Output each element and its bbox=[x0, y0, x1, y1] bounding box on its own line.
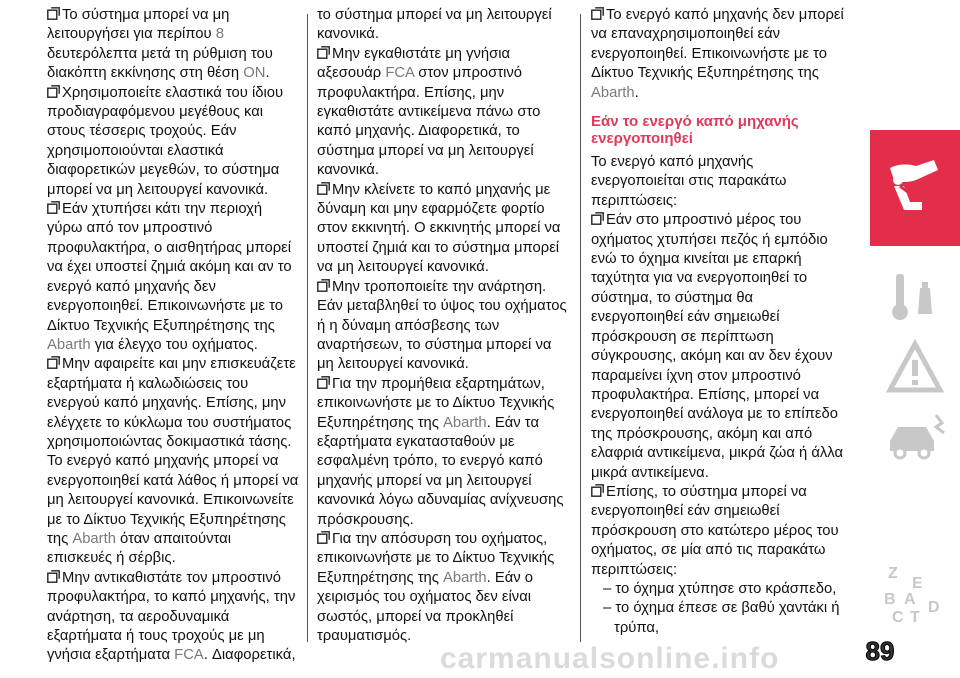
index-letter: Z bbox=[888, 565, 898, 582]
paragraph bbox=[317, 6, 572, 45]
note-icon bbox=[317, 46, 330, 59]
index-letters-icon bbox=[882, 560, 948, 628]
note-icon bbox=[317, 182, 330, 195]
paragraph-text: δευτερόλεπτα μετά τη ρύθμιση του διακόπτη εκκίνησης στη θέση bbox=[47, 45, 273, 82]
paragraph-text: . Εάν ο χειρισμός του οχήματος δεν είναι σωστός, μπορεί να προκληθεί τραυματισμός. bbox=[317, 569, 534, 644]
note-icon bbox=[317, 376, 330, 389]
column-divider-2 bbox=[580, 14, 581, 642]
note-paragraph bbox=[47, 569, 300, 666]
paragraph-text: το σύστημα μπορεί να μη λειτουργεί κανονικά. bbox=[317, 7, 552, 43]
highlight-term: Abarth bbox=[72, 530, 116, 547]
paragraph-text: . bbox=[634, 84, 639, 101]
chapter-sidebar bbox=[870, 0, 960, 678]
note-icon bbox=[47, 201, 60, 214]
note-paragraph bbox=[317, 530, 572, 646]
watermark: carmanualsonline.info bbox=[440, 642, 780, 675]
text-column-1 bbox=[47, 6, 300, 666]
paragraph-text: Το σύστημα μπορεί να μη λειτουργήσει για περίπου bbox=[47, 7, 230, 43]
paragraph-text: για έλεγχο του οχήματος. bbox=[90, 336, 258, 353]
column-divider-1 bbox=[307, 14, 308, 642]
seatbelt-airbag-icon bbox=[882, 158, 948, 218]
dash-list-item bbox=[591, 599, 847, 618]
note-paragraph bbox=[47, 200, 300, 355]
paragraph-text: . Διαφορετικά, bbox=[203, 647, 296, 664]
paragraph-text: Εάν χτυπήσει κάτι την περιοχή γύρω από τον μπροστινό προφυλακτήρα, ο αισθητήρας μπορεί να έχει υποστεί ζημιά ακόμη και αν το ενεργό καπό μηχανής δεν ενεργοποιηθεί. Επικοινωνήστε με το Δίκτυο Τεχνικής Εξυπηρέτησης της bbox=[47, 201, 292, 334]
index-letter: D bbox=[928, 599, 940, 616]
wrench-oil-icon bbox=[882, 268, 948, 328]
paragraph-text: Μην κλείνετε το καπό μηχανής με δύναμη και μην εφαρμόζετε φορτίο στον εκκινητή. Ο εκκινητής μπορεί να υποστεί ζημιά και το σύστημα μπορεί να μη λειτουργεί κανονικά. bbox=[317, 181, 561, 276]
index-letter: A bbox=[904, 591, 916, 608]
paragraph-text: – το όχημα έπεσε σε βαθύ χαντάκι ή bbox=[603, 600, 840, 617]
note-paragraph bbox=[47, 6, 300, 84]
paragraph-text: – το όχημα χτύπησε στο κράσπεδο, bbox=[603, 580, 837, 597]
paragraph-text: . bbox=[265, 65, 270, 82]
note-paragraph bbox=[317, 278, 572, 375]
paragraph-text: Το ενεργό καπό μηχανής ενεργοποιείται στις παρακάτω περιπτώσεις: bbox=[591, 154, 787, 209]
note-icon bbox=[591, 212, 604, 225]
paragraph-text: Μην αφαιρείτε και μην επισκευάζετε εξαρτήματα ή καλωδιώσεις του ενεργού καπό μηχανής. Επίσης, μην ελέγχετε το κύκλωμα του συστήματος χρησιμοποιώντας δοκιμαστικά τάσης. Το ενεργό καπό μηχανής μπορεί να ενεργοποιηθεί κατά λάθος ή μπορεί να μη λειτουργεί κανονικά. Επικοινωνείτε με το Δίκτυο Τεχνικής Εξυπηρέτησης της bbox=[47, 356, 299, 547]
paragraph-text: Το ενεργό καπό μηχανής δεν μπορεί να επαναχρησιμοποιηθεί εάν ενεργοποιηθεί. Επικοινωνήστε με το Δίκτυο Τεχνικής Εξυπηρέτησης της bbox=[591, 7, 844, 82]
paragraph-text: Μην εγκαθιστάτε μη γνήσια αξεσουάρ bbox=[317, 45, 511, 82]
paragraph-text: Μην αντικαθιστάτε τον μπροστινό προφυλακτήρα, το καπό μηχανής, την ανάρτηση, τα αεροδυναμικά εξαρτήματα ή τους τροχούς με μη γνήσια εξαρτήματα bbox=[47, 569, 296, 664]
highlight-term: FCA bbox=[174, 647, 204, 664]
highlight-term: Abarth bbox=[591, 84, 635, 101]
paragraph-text: Μην τροποποιείτε την ανάρτηση. Εάν μεταβληθεί το ύψος του οχήματος ή η δύναμη απόσβεσης των αναρτήσεων, το σύστημα μπορεί να μη λειτουργεί κανονικά. bbox=[317, 278, 567, 373]
index-letter: T bbox=[910, 609, 920, 626]
note-icon bbox=[317, 279, 330, 292]
paragraph-text: Χρησιμοποιείτε ελαστικά του ίδιου προδιαγραφόμενου μεγέθους και στους τέσσερις τροχούς. Εάν χρησιμοποιούνται ελαστικά διαφορετικών μεγεθών, το σύστημα μπορεί να μη λειτουργεί κανονικά. bbox=[47, 84, 284, 198]
paragraph-text: Για την προμήθεια εξαρτημάτων, επικοινωνήστε με το Δίκτυο Τεχνικής Εξυπηρέτησης της bbox=[317, 375, 555, 431]
note-icon bbox=[47, 570, 60, 583]
note-paragraph bbox=[317, 375, 572, 530]
paragraph-text: όταν απαιτούνται επισκευές ή σέρβις. bbox=[47, 530, 231, 567]
text-column-3 bbox=[591, 6, 847, 638]
paragraph-text: Για την απόσυρση του οχήματος, επικοινωνήστε με το Δίκτυο Τεχνικής Εξυπηρέτησης της bbox=[317, 530, 555, 586]
note-paragraph bbox=[591, 6, 847, 103]
highlight-term: ON bbox=[243, 65, 266, 82]
paragraph-text: . Εάν τα εξαρτήματα εγκατασταθούν με εσφαλμένη τρόπο, το ενεργό καπό μηχανής μπορεί να μη λειτουργεί κανονικά λόγω αδυναμίας ανίχνευσης πρόσκρουσης. bbox=[317, 414, 564, 528]
note-icon bbox=[591, 7, 604, 20]
note-icon bbox=[317, 531, 330, 544]
paragraph-text: Εάν στο μπροστινό μέρος του οχήματος χτυπήσει πεζός ή εμπόδιο ενώ το όχημα κινείται με επαρκή ταχύτητα για να ενεργοποιηθεί το σύστημα, το σύστημα θα ενεργοποιηθεί εάν σημειωθεί πρόσκρουση σε περίπτωση σύγκρουσης, ακόμη και αν δεν έχουν παραμείνει ίχνη στον μπροστινό προφυλακτήρα. Επίσης, μπορεί να ενεργοποιηθεί ανάλογα με το επίπεδο της πρόσκρουσης, ακόμη και από ελαφριά αντικείμενα, μικρά ζώα ή άλλα μικρά αντικείμενα. bbox=[591, 212, 844, 481]
index-letter: E bbox=[912, 575, 923, 592]
crash-car-icon bbox=[882, 405, 948, 465]
text-column-2 bbox=[317, 6, 572, 646]
note-icon bbox=[591, 484, 604, 497]
highlight-term: Abarth bbox=[443, 414, 487, 431]
highlight-term: FCA bbox=[385, 65, 415, 82]
highlight-term: 8 bbox=[215, 26, 224, 43]
note-icon bbox=[47, 85, 60, 98]
section-heading: Εάν το ενεργό καπό μηχανής ενεργοποιηθεί bbox=[591, 113, 799, 148]
note-paragraph bbox=[317, 45, 572, 181]
paragraph-text: Επίσης, το σύστημα μπορεί να ενεργοποιηθεί εάν σημειωθεί πρόσκρουση στο κατώτερο μέρος του οχήματος, σε μία από τις παρακάτω περιπτώσεις: bbox=[591, 483, 839, 578]
note-icon bbox=[47, 7, 60, 20]
note-icon bbox=[47, 356, 60, 369]
note-paragraph bbox=[591, 483, 847, 580]
highlight-term: Abarth bbox=[47, 336, 91, 353]
dash-list-item bbox=[591, 580, 847, 599]
note-paragraph bbox=[591, 211, 847, 483]
index-letter: C bbox=[892, 609, 904, 626]
note-paragraph bbox=[47, 355, 300, 568]
dash-list-continuation: τρύπα, bbox=[614, 619, 660, 636]
paragraph-text: στον μπροστινό προφυλακτήρα. Επίσης, μην εγκαθιστάτε αντικείμενα πάνω στο καπό μηχανής. Διαφορετικά, το σύστημα μπορεί να μη λειτουργεί κανονικά. bbox=[317, 65, 541, 179]
paragraph bbox=[591, 153, 847, 211]
highlight-term: Abarth bbox=[443, 569, 487, 586]
page-number: 89 bbox=[865, 636, 895, 666]
warning-triangle-icon bbox=[882, 338, 948, 398]
note-paragraph bbox=[47, 84, 300, 200]
note-paragraph bbox=[317, 181, 572, 278]
index-letter: B bbox=[884, 591, 896, 608]
